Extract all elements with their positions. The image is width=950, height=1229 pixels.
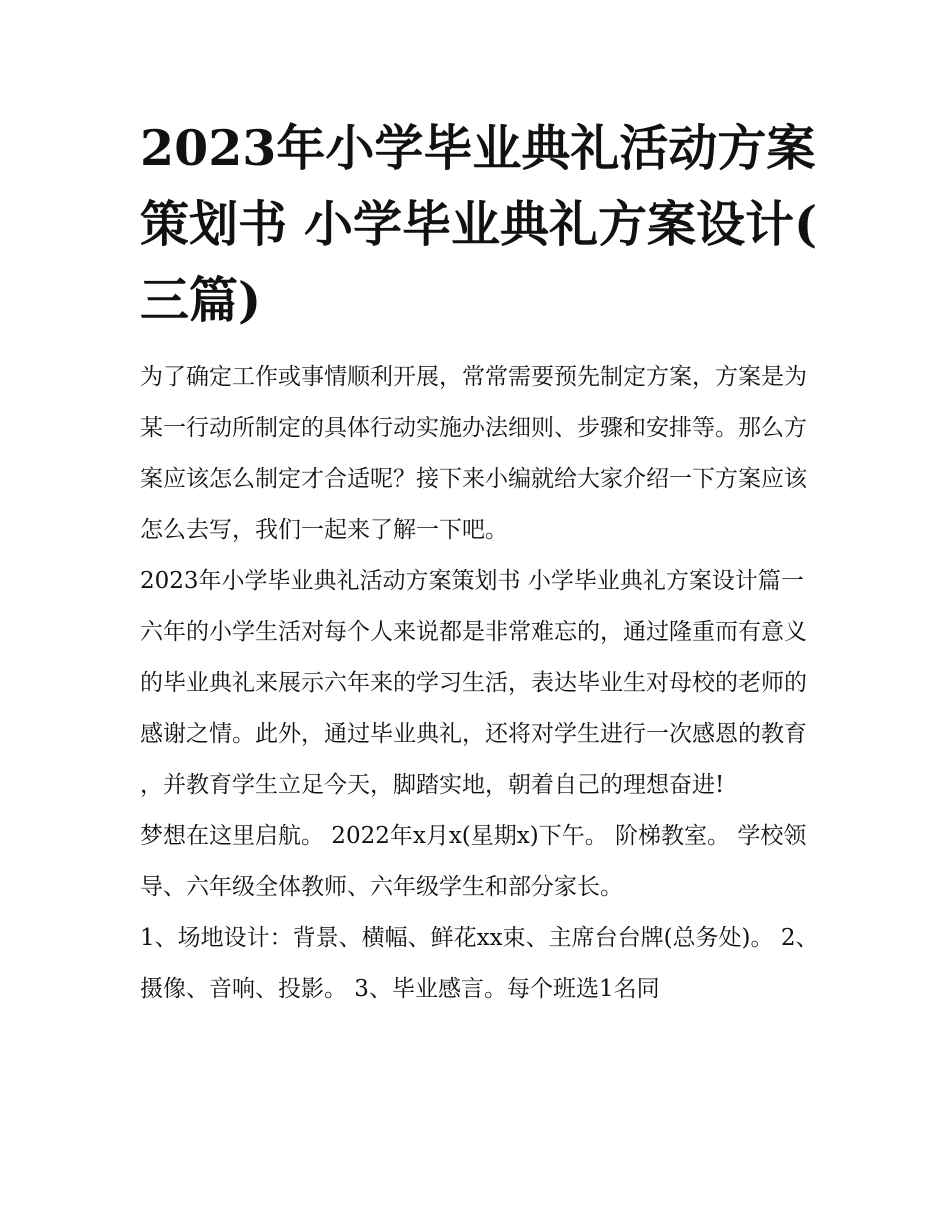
intro-paragraph: 为了确定工作或事情顺利开展，常常需要预先制定方案，方案是为某一行动所制定的具体行动实施办法细则、步骤和安排等。那么方案应该怎么制定才合适呢？接下来小编就给大家介绍一下方案应该怎么去写，我们一起来了解一下吧。 bbox=[140, 364, 807, 543]
document-page bbox=[140, 110, 820, 1015]
section-heading: 2023年小学毕业典礼活动方案策划书 小学毕业典礼方案设计篇一 bbox=[140, 568, 804, 594]
body-paragraph: 六年的小学生活对每个人来说都是非常难忘的，通过隆重而有意义的毕业典礼来展示六年来的学习生活，表达毕业生对母校的老师的感谢之情。此外，通过毕业典礼，还将对学生进行一次感恩的教育，并教育学生立足今天，脚踏实地，朝着自己的理想奋进! bbox=[140, 619, 807, 798]
document-title: 2023年小学毕业典礼活动方案策划书 小学毕业典礼方案设计(三篇) bbox=[140, 119, 818, 329]
document-body bbox=[140, 352, 820, 1015]
body-paragraph: 1、场地设计：背景、横幅、鲜花xx束、主席台台牌(总务处)。 2、摄像、音响、投影。 3、毕业感言。每个班选1名同 bbox=[140, 925, 819, 1002]
body-paragraph: 梦想在这里启航。 2022年x月x(星期x)下午。 阶梯教室。 学校领导、六年级全体教师、六年级学生和部分家长。 bbox=[140, 823, 807, 900]
